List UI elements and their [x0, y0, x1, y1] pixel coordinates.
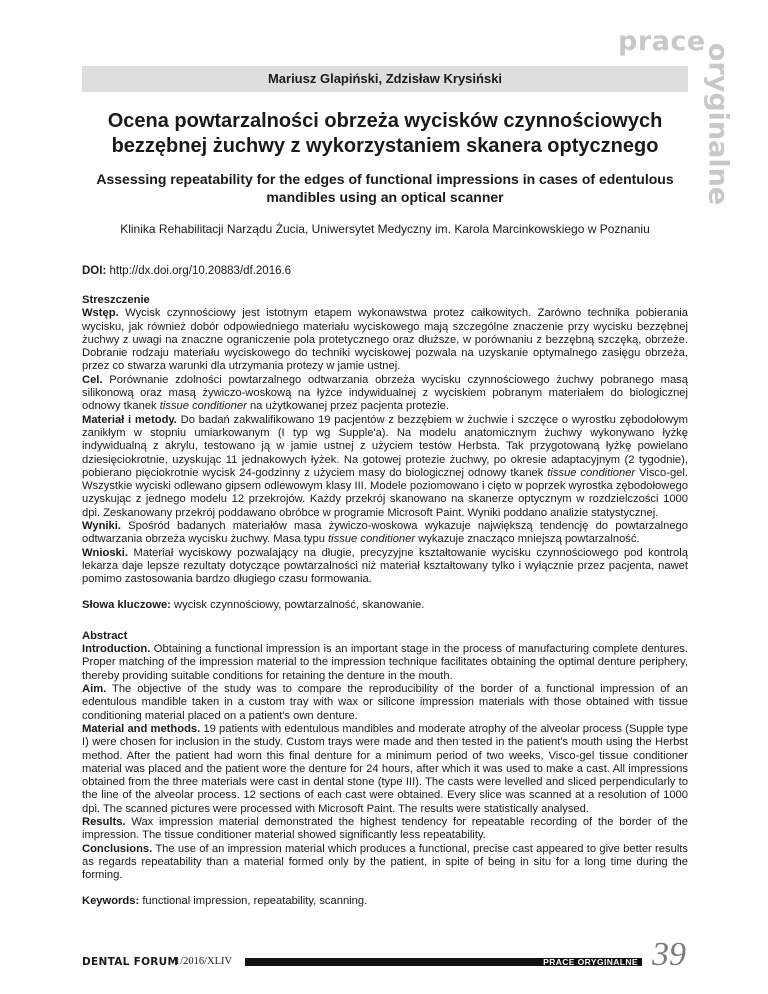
abstract-conclusions [82, 843, 688, 883]
author-band [82, 66, 688, 92]
metody-text-a: Do badań zakwalifikowano 19 pacjentów z bezzębiem w żuchwie i szczęce o wyrostku zębodołowym zanikłym w stopniu umiarkowanym (I typ wg Supple'a). Na modelu anatomicznym żuchwy wykonywano łyżkę indywidualną z akrylu, testowano ją w jamie ustnej z użyciem testów Herbsta. Tak przygotowaną łyżkę powielano dziesięciokrotnie, uzyskując 11 jednakowych łyżek. Na gotowej protezie żuchwy, po okresie adaptacyjnym (2 tygodnie), pobierano pięciokrotnie wycisk 24-godzinny z użyciem masy do biologicznej odnowy tkanek [82, 413, 688, 479]
abstract-aim [82, 683, 688, 723]
title-polish: Ocena powtarzalności obrzeża wycisków czynnościowych bezzębnej żuchwy z wykorzystaniem skanera optycznego [107, 110, 663, 157]
methods-label: Material and methods. [82, 722, 201, 735]
authors: Mariusz Glapiński, Zdzisław Krysiński [267, 71, 503, 86]
affiliation: Klinika Rehabilitacji Narządu Żucia, Uniwersytet Medyczny im. Karola Marcinkowskiego w Poznaniu [120, 222, 650, 236]
wnioski-text: Materiał wyciskowy pozwalający na długie, precyzyjne kształtowanie wycisku czynnościowego pod kontrolą lekarza daje lepsze rezultaty dotyczące powtarzalności niż materiał kształtowany tylko i wyłącznie przez pacjenta, nawet pomimo zastosowania bardzo długiego czasu formowania. [82, 546, 688, 586]
abstract-introduction [82, 643, 688, 683]
wyniki-text-b: wykazuje znacząco mniejszą powtarzalność. [418, 533, 640, 546]
slowa-kluczowe [82, 599, 688, 612]
intro-text: Obtaining a functional impression is an important stage in the process of manufacturing complete dentures. Proper matching of the impression material to the impression technique facilitates obtaining the optimal denture periphery, thereby providing suitable conditions for retaining the denture in the mouth. [82, 643, 688, 682]
conclusions-label: Conclusions. [82, 842, 153, 855]
section-tag-prace: prace [618, 26, 706, 57]
aim-text: The objective of the study was to compare the reproducibility of the border of a functional impression of an edentulous mandible taken in a custom tray with wax or silicone impression materials with those obtained with tissue conditioning material placed on a patient's own denture. [82, 683, 688, 722]
doi-line [82, 265, 291, 277]
keywords-text: functional impression, repeatability, scanning. [142, 895, 368, 908]
footer-section-label: PRACE ORYGINALNE [543, 957, 638, 967]
streszczenie-heading: Streszczenie [82, 294, 150, 306]
keywords-label: Keywords: [82, 895, 140, 908]
wstep-label: Wstęp. [82, 307, 119, 320]
article-body [82, 294, 688, 909]
doi-link[interactable]: http://dx.doi.org/10.20883/df.2016.6 [109, 265, 292, 277]
slowa-kluczowe-label: Słowa kluczowe: [82, 598, 171, 611]
wyniki-text-a: Spośród badanych materiałów masa żywiczo-woskowa wykazuje największą tendencję do powtarzalnego odtwarzania obrzeża wycisku żuchwy. Masa typu [82, 520, 688, 546]
abstract-heading: Abstract [82, 629, 128, 642]
section-tag-oryginalne [698, 42, 738, 206]
cel-label: Cel. [82, 373, 103, 386]
methods-text: 19 patients with edentulous mandibles and moderate atrophy of the alveolar process (Supple type I) were chosen for inclusion in the study. Custom trays were made and then tested in the patient's mouth using the Herbst method. After the patient had worn this final denture for a minimum period of two weeks, Visco-gel tissue conditioner material was placed and the patient wore the denture for 24 hours, after which it was used to make a cast. All impressions obtained from the three materials were cast in dental stone (type III). The casts were levelled and sliced perpendicularly to the line of the alveolar process. 12 sections of each cast were obtained. Every slice was scanned at a resolution of 1000 dpi. The scanned pictures were processed with Microsoft Paint. The results were statistically analysed. [82, 722, 688, 815]
metody-italic: tissue conditioner [547, 466, 636, 479]
section-tag-oryginalne-text: oryginalne [702, 42, 734, 206]
results-label: Results. [82, 815, 126, 828]
streszczenie-wyniki [82, 520, 688, 547]
streszczenie-cel [82, 374, 688, 414]
intro-label: Introduction. [82, 643, 151, 656]
streszczenie-wnioski [82, 547, 688, 587]
metody-label: Materiał i metody. [82, 413, 177, 426]
abstract-results [82, 816, 688, 843]
abstract-methods [82, 723, 688, 816]
results-text: Wax impression material demonstrated the highest tendency for repeatable recording of the border of the impression. The tissue conditioner material showed significantly less repeatability. [82, 815, 688, 842]
wnioski-label: Wnioski. [82, 546, 128, 559]
streszczenie-metody [82, 414, 688, 520]
conclusions-text: The use of an impression material which produces a functional, precise cast appeared to give better results as regards repeatability than a material formed only by the patient, in spite of being in situ for a long time during the forming. [82, 842, 689, 882]
cel-text-b: na użytkowanej przez pacjenta protezie. [249, 400, 449, 413]
journal-issue: /1/2016/XLIV [172, 956, 233, 967]
streszczenie-wstep [82, 307, 688, 373]
slowa-kluczowe-text: wycisk czynnościowy, powtarzalność, skanowanie. [174, 598, 425, 611]
metody-text-b: Visco-gel. Wszystkie wyciski odlewano gipsem odlewowym klasy III. Modele poziomowano i cięto w poprzek wyrostka zębodołowego uzyskując z jednego modelu 12 przekrojów. Każdy przekrój skanowano na skanerze optycznym w rozdzielczości 1000 dpi. Zeskanowany przekrój poddawano obróbce w programie Microsoft Paint. Wyniki poddano analizie statystycznej. [82, 466, 688, 519]
keywords [82, 895, 688, 908]
wyniki-label: Wyniki. [82, 520, 121, 533]
cel-text-a: Porównanie zdolności powtarzalnego odtwarzania obrzeża wycisku czynnościowego żuchwy pobranego masą silikonową oraz masą żywiczo-woskową na łyżce indywidualnej z wyciskiem pobranym materiałem do biologicznej odnowy tkanek [82, 373, 688, 413]
wstep-text: Wycisk czynnościowy jest istotnym etapem wykonawstwa protez całkowitych. Zarówno technika pobierania wycisku, jak również dobór odpowiedniego materiału wyciskowego mają szczególne znaczenie przy wycisku bezzębnej żuchwy z uwagi na znaczne ograniczenie pola protetycznego oraz dłuższe, w porównaniu z bezzębną szczęką, obrzeże. Dobranie rodzaju materiału wyciskowego do techniki wyciskowej pozwala na uzyskanie optymalnego zasięgu obrzeża, przez co stwarza warunki dla utrzymania protezy w jamie ustnej. [82, 307, 688, 373]
title-english: Assessing repeatability for the edges of functional impressions in cases of edentulous mandibles using an optical scanner [96, 171, 674, 205]
aim-label: Aim. [82, 683, 107, 696]
wyniki-italic: tissue conditioner [328, 533, 416, 546]
page-number: 39 [652, 936, 686, 973]
cel-italic: tissue conditioner [159, 400, 247, 413]
doi-label: DOI: [82, 265, 107, 277]
journal-name: DENTAL FORUM [82, 956, 179, 968]
